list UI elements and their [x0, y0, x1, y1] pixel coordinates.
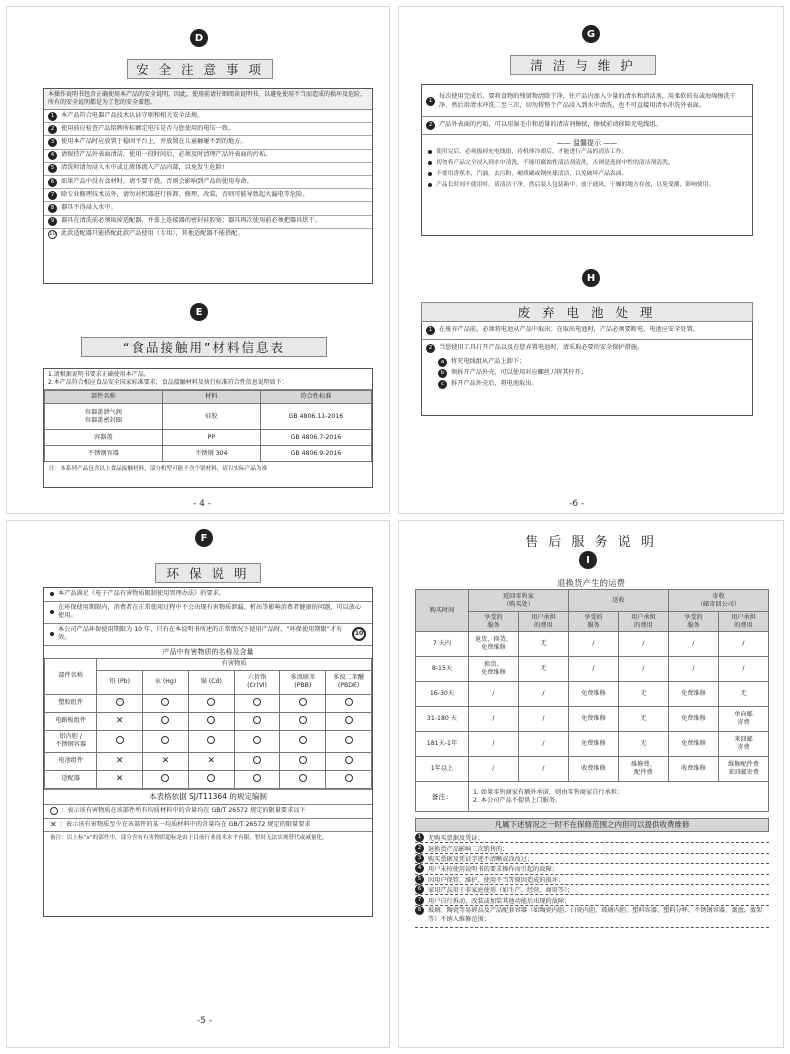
cell-value: 免费维修 — [568, 682, 618, 707]
part-name: 适配器 — [45, 770, 97, 788]
cell-compliant — [280, 752, 326, 770]
safety-box — [43, 88, 373, 284]
cell-value: 来回邮 寄费 — [718, 732, 768, 757]
cell-compliant — [188, 730, 234, 752]
cell-value: / — [518, 757, 568, 782]
page-number: - 4 - — [193, 499, 211, 509]
paid-repair-title: 凡属下述情况之一时不在保修范围之内但可以提供收费维修 — [415, 818, 769, 832]
purchase-period: 1年以上 — [416, 757, 469, 782]
cell-compliant — [143, 694, 189, 712]
cell-compliant — [280, 694, 326, 712]
cross-icon: ✕ — [115, 715, 124, 726]
env-item: 本公司产品环保使用期限为 10 年，只有在本说明书所述的正常情况下使用产品时，“环保使用期限”才有效。 10 — [44, 623, 372, 645]
table-row — [416, 632, 769, 657]
note-circle: ：表示该有害物质在该部件所有均质材料中的含量均在 GB/T 26572 规定的限量要求以下 — [44, 804, 372, 818]
paid-repair-list — [415, 833, 769, 928]
bullet-icon — [428, 150, 432, 154]
cell-compliant — [326, 712, 372, 730]
circle-icon — [345, 774, 353, 782]
cell-value: / — [668, 657, 718, 682]
col-hazard-group: 有害物质 — [97, 658, 372, 670]
number-icon: 1 — [415, 833, 424, 842]
remark-text: 1. 如果零售商家有额外承诺，则由零售商家自行承担； 2. 本公司产品不提供上门服务。 — [468, 782, 768, 812]
paid-repair-item: 5 因用户保管、维护、使用不当等原因造成的损坏； — [415, 875, 769, 885]
cell-value: 换货、 免费维修 — [468, 657, 518, 682]
col-enjoy: 享受的 服务 — [468, 612, 518, 632]
cell-compliant — [280, 730, 326, 752]
number-icon: 2 — [426, 121, 435, 130]
food-contact-note: 1.请根据说明书要求正确使用本产品。 2.本产品符合相应食品安全国家标准要求，食品接触材料及执行标准符合性信息说明如下： — [44, 369, 372, 390]
cell-value: 免费维修 — [568, 732, 618, 757]
safety-item: 9 器具在清洗前必须取掉适配器，并盖上连接器的密封硅胶塞；器具再次使用前必须把器具烘干。 — [44, 215, 372, 228]
col-material: 材料 — [162, 391, 260, 404]
cross-icon: ✕ — [115, 773, 124, 784]
table-row — [416, 682, 769, 707]
safety-item: 3 使用本产品时应放置于稳固平台上，并放置在儿童触碰不到的地方。 — [44, 135, 372, 148]
safety-item: 2 使用前应检查产品铭牌所标额定电压是否与您使用的电压一致。 — [44, 122, 372, 135]
page-6 — [398, 6, 784, 514]
hazard-footnote: 备注：以上标“x”的部件中，部分含有有害物质超标是由于目前行业技术水平有限，暂时无法实现替代或减量化。 — [44, 831, 372, 844]
environment-title: 环 保 说 明 — [155, 563, 261, 583]
number-icon: 1 — [426, 97, 435, 106]
table-row — [45, 752, 372, 770]
circle-icon — [253, 698, 261, 706]
circle-icon — [207, 716, 215, 724]
note-cross: ✕ ：表示该有害物质至少在该部件的某一均质材料中的含量均在 GB/T 26572 规定的限量要求 — [44, 818, 372, 832]
tip-item: 切勿将产品完全浸入到水中清洗，不能用腐蚀性清洁剂清洗，否则是选择中性的清洁剂清洗。 — [422, 159, 752, 167]
letter-icon: a — [438, 358, 447, 367]
col-deliver: 送收 — [568, 590, 668, 612]
table-basis: 本表格依据 SJ/T11364 的规定编制 — [44, 789, 372, 804]
cell-compliant — [188, 694, 234, 712]
circle-icon — [299, 698, 307, 706]
letter-icon: b — [438, 369, 447, 378]
cell-exceeds — [97, 770, 143, 788]
col-purchase-time: 购买时间 — [416, 590, 469, 632]
cell-value: 无 — [618, 732, 668, 757]
circle-icon — [253, 774, 261, 782]
number-icon: 3 — [48, 138, 57, 147]
battery-item: 1 在废弃产品前，必须将电池从产品中取出；在取出电池时，产品必须要断电，电池应安全处置。 — [422, 322, 752, 339]
circle-icon — [161, 736, 169, 744]
purchase-period: 31-180 天 — [416, 707, 469, 732]
paid-repair-item: 7 用户自行拆动、改装或加装其他功能后出现的故障； — [415, 895, 769, 905]
table-row — [416, 757, 769, 782]
cleaning-box — [421, 84, 753, 236]
cell-value: / — [518, 707, 568, 732]
battery-item: 2 当您使用工具打开产品以及在您弃置电池时，请采取必要的安全保护措施。 — [422, 339, 752, 357]
cell-value: 单向邮 寄费 — [718, 707, 768, 732]
env-item: 本产品满足《电子产品有害物质限制使用管理办法》的要求。 — [44, 588, 372, 601]
food-contact-footnote: 注：本系列产品包含以上食品接触材料，部分机型可能不含个别材料，请以实际产品为准 — [49, 466, 268, 472]
cell-compliant — [143, 730, 189, 752]
cell-compliant — [234, 752, 280, 770]
hazard-table-title: 产品中有害物质的名称及含量 — [44, 645, 372, 658]
circle-icon — [50, 807, 58, 815]
section-f-badge: F — [195, 529, 213, 547]
safety-item: 4 请保持产品外表面清洁，使用一段时间后，必须及时清理产品外表面的污垢。 — [44, 149, 372, 162]
bullet-icon — [50, 592, 54, 596]
cell-compliant — [280, 712, 326, 730]
col-part: 部件名称 — [45, 658, 97, 694]
cell-value: / — [468, 757, 518, 782]
cell-value: 无 — [718, 682, 768, 707]
bullet-icon — [50, 610, 54, 614]
circle-icon — [116, 736, 124, 744]
cell-compliant — [188, 770, 234, 788]
safety-item: 5 清洗时请勿浸入水中或让液体流入产品内部，以免发生危险! — [44, 162, 372, 175]
food-contact-table — [44, 390, 372, 462]
cell-part: 不锈钢容器 — [45, 446, 163, 462]
battery-box — [421, 322, 753, 416]
paid-repair-item: 6 家用产品用于非家庭使用（如生产、经营、商用等）； — [415, 885, 769, 895]
tips-title: —— 温馨提示 —— — [556, 139, 618, 148]
cross-icon: ✕ — [161, 755, 170, 766]
cell-value: / — [568, 632, 618, 657]
cell-value: / — [468, 682, 518, 707]
cell-value: 免费维修 — [668, 682, 718, 707]
cell-value: / — [618, 657, 668, 682]
cell-value: 免费维修 — [568, 707, 618, 732]
safety-item: 8 器具不得浸入水中。 — [44, 201, 372, 214]
circle-icon — [299, 774, 307, 782]
after-sales-title: 售 后 服 务 说 明 — [525, 535, 657, 550]
cell-material: PP — [162, 430, 260, 446]
paid-repair-item: 1 无购买票据及凭证； — [415, 833, 769, 843]
safety-list — [44, 110, 372, 241]
number-icon: 2 — [426, 344, 435, 353]
tips-list — [422, 148, 752, 189]
bullet-icon — [428, 161, 432, 165]
freight-subtitle: 退换货产生的运费 — [556, 579, 625, 589]
paid-repair-item: 8 玻璃、陶瓷等易碎品及产品配套容器（如陶瓷内胆、白瓷内胆、玻璃内胆、塑料容器、塑料分杯、不锈钢容器、蒸盘、蒸架等）不纳入维修范围； — [415, 906, 769, 928]
remark-label: 备注： — [416, 782, 469, 812]
circle-icon — [207, 774, 215, 782]
number-icon: 5 — [48, 164, 57, 173]
cell-value: / — [668, 632, 718, 657]
circle-icon — [345, 736, 353, 744]
col-bear: 用户承担 的费用 — [718, 612, 768, 632]
cell-exceeds — [97, 712, 143, 730]
safety-intro: 本操作说明书包含正确使用本产品的安全说明，因此，使用前请仔细阅读说明书，以避免使用不当而造成的损坏及危险，所有的安全说明都是为了您的安全着想。 — [44, 89, 372, 110]
cell-value: 免费维修 — [668, 732, 718, 757]
cell-value: 收费维修 — [568, 757, 618, 782]
bullet-icon — [428, 172, 432, 176]
circle-icon — [116, 698, 124, 706]
cell-value: / — [468, 732, 518, 757]
circle-icon — [253, 736, 261, 744]
cell-standard: GB 4806.11-2016 — [260, 404, 371, 430]
env-item: 在环保使用期限内，消费者在正常使用过程中不会出现有害物质泄漏、析出等影响消费者健康的问题，可以放心使用。 — [44, 601, 372, 623]
bullet-icon — [50, 632, 54, 636]
number-icon: 2 — [48, 125, 57, 134]
number-icon: 4 — [415, 864, 424, 873]
letter-icon: c — [438, 380, 447, 389]
cell-value: / — [518, 732, 568, 757]
safety-title: 安 全 注 意 事 项 — [127, 59, 273, 79]
cross-icon: ✕ — [207, 755, 216, 766]
table-row — [416, 732, 769, 757]
section-e-badge: E — [190, 303, 208, 321]
number-icon: 3 — [415, 854, 424, 863]
number-icon: 7 — [415, 896, 424, 905]
tip-item: 使用完后，必须拔掉充电线组，待机体冷却后，才能进行产品的清洁工作。 — [422, 148, 752, 156]
cell-value: / — [468, 707, 518, 732]
col-substance: 六价铬 (Cr(Ⅵ) — [234, 670, 280, 694]
cell-exceeds — [188, 752, 234, 770]
cell-compliant — [326, 752, 372, 770]
cell-exceeds — [97, 752, 143, 770]
cleaning-title: 清 洁 与 维 护 — [510, 55, 656, 75]
cell-value: 收费维修 — [668, 757, 718, 782]
cell-value: / — [568, 657, 618, 682]
cell-value: 维修配件费 来回邮寄费 — [718, 757, 768, 782]
circle-icon — [299, 756, 307, 764]
bullet-icon — [428, 183, 432, 187]
number-icon: 9 — [48, 217, 57, 226]
cell-value: / — [718, 632, 768, 657]
circle-icon — [299, 716, 307, 724]
part-name: 塑胶组件 — [45, 694, 97, 712]
cell-part: 容器盖泄气阀 容器盖密封圈 — [45, 404, 163, 430]
circle-icon — [161, 716, 169, 724]
environment-box — [43, 587, 373, 917]
paid-repair-item: 2 退换货产品影响二次销售的； — [415, 843, 769, 853]
col-substance: 铅 (Pb) — [97, 670, 143, 694]
battery-step: b 须拆开产品外壳，可以使用对应螺丝刀将其拧开； — [422, 368, 752, 379]
battery-step: c 拆开产品外壳后，将电池取出。 — [422, 379, 752, 390]
table-row — [45, 730, 372, 752]
safety-item: 1 本产品符合电器产品技术认证守则和相关安全法规。 — [44, 110, 372, 122]
cell-compliant — [326, 694, 372, 712]
col-substance: 多溴二苯醚 (PBDE) — [326, 670, 372, 694]
section-i-badge: I — [579, 551, 597, 569]
circle-icon — [345, 698, 353, 706]
cell-value: / — [718, 657, 768, 682]
cell-compliant — [234, 694, 280, 712]
cleaning-item: 1 每次使用完成后，要将食物的残留物清除干净，往产品内加入少量的清水和清洁剂，用柔软的布或海绵擦洗干净，然后用清水冲洗二至三次，切勿将整个产品浸入到水中清洗，也不可直接用清水冲洗外表面。 — [422, 85, 752, 116]
col-enjoy: 享受的 服务 — [668, 612, 718, 632]
cell-value: 无 — [618, 682, 668, 707]
cell-exceeds — [143, 752, 189, 770]
page-number: -5 - — [197, 1016, 213, 1026]
paid-repair-item: 4 用户未按使用说明书的要求操作而引起的故障； — [415, 864, 769, 874]
cross-icon: ✕ — [115, 755, 124, 766]
part-name: 电池组件 — [45, 752, 97, 770]
cross-icon: ✕ — [50, 819, 57, 829]
eco-period-icon: 10 — [352, 627, 366, 641]
food-contact-title: “食品接触用”材料信息表 — [81, 337, 327, 357]
cell-compliant — [188, 712, 234, 730]
col-bear: 用户承担 的费用 — [518, 612, 568, 632]
number-icon: 8 — [415, 906, 424, 915]
number-icon: 1 — [48, 112, 57, 121]
tips-block — [422, 134, 752, 189]
after-sales-page — [398, 520, 784, 1048]
cell-compliant — [234, 730, 280, 752]
battery-title: 废 弃 电 池 处 理 — [421, 302, 753, 322]
cell-value: 维修费、 配件费 — [618, 757, 668, 782]
table-row — [416, 707, 769, 732]
cell-value: 无 — [618, 707, 668, 732]
cell-compliant — [97, 730, 143, 752]
paid-repair-item: 3 购买票据及凭证字迹不清晰或涂改过； — [415, 854, 769, 864]
col-substance: 多溴联苯 (PBB) — [280, 670, 326, 694]
cleaning-item: 2 产品外表面的污垢，可以用湿毛巾和适量的清洁剂擦拭，擦拭前请移除充电线组。 — [422, 116, 752, 134]
col-substance: 汞 (Hg) — [143, 670, 189, 694]
circle-icon — [207, 698, 215, 706]
number-icon: 8 — [48, 204, 57, 213]
purchase-period: 181天-1年 — [416, 732, 469, 757]
cell-value: 无 — [518, 632, 568, 657]
freight-table — [415, 589, 769, 812]
cell-standard: GB 4806.9-2016 — [260, 446, 371, 462]
col-enjoy: 享受的 服务 — [568, 612, 618, 632]
number-icon: 2 — [415, 844, 424, 853]
safety-item: 6 如果产品中没有食材时，请不要干烧，否则会影响到产品的使用寿命。 — [44, 175, 372, 188]
table-row — [45, 770, 372, 788]
number-icon: 6 — [415, 885, 424, 894]
number-icon: 7 — [48, 191, 57, 200]
safety-item: 10 此款适配器只能搭配此款产品使用（专用），其他适配器不能搭配。 — [44, 228, 372, 241]
cell-compliant — [234, 712, 280, 730]
purchase-period: 16-30天 — [416, 682, 469, 707]
table-row — [45, 694, 372, 712]
part-name: 铝内胆 / 不锈钢容器 — [45, 730, 97, 752]
number-icon: 6 — [48, 178, 57, 187]
page-number: -6 - — [569, 499, 585, 509]
cell-standard: GB 4806.7-2016 — [260, 430, 371, 446]
circle-icon — [299, 736, 307, 744]
tip-item: 产品长时间不使用时，请清洁干净，然后装入包装箱中，放于通风，干燥的地方存放，以免受潮，影响使用。 — [422, 181, 752, 189]
tip-item: 不要用香蕉水，汽油，去污粉，硬质刷或钢丝球清洁，以免破坏产品表面。 — [422, 170, 752, 178]
page-4 — [6, 6, 390, 514]
battery-step: a 将充电线组从产品上卸下； — [422, 357, 752, 368]
circle-icon — [161, 698, 169, 706]
purchase-period: 7 天内 — [416, 632, 469, 657]
cell-part: 容器盖 — [45, 430, 163, 446]
table-row — [416, 657, 769, 682]
number-icon: 1 — [426, 326, 435, 335]
number-icon: 10 — [49, 231, 56, 238]
col-part: 部件名称 — [45, 391, 163, 404]
number-icon: 4 — [48, 151, 57, 160]
cell-compliant — [234, 770, 280, 788]
circle-icon — [345, 756, 353, 764]
circle-icon — [253, 716, 261, 724]
section-h-badge: H — [582, 269, 600, 287]
cell-compliant — [280, 770, 326, 788]
cell-material: 不锈钢 304 — [162, 446, 260, 462]
table-row — [45, 712, 372, 730]
cell-material: 硅胶 — [162, 404, 260, 430]
cell-compliant — [143, 770, 189, 788]
cell-value: 免费维修 — [668, 707, 718, 732]
col-standard: 符合性标准 — [260, 391, 371, 404]
food-contact-box — [43, 368, 373, 488]
circle-icon — [207, 736, 215, 744]
col-return-retailer: 返回零售家 （购买处） — [468, 590, 568, 612]
safety-item: 7 除专业修理技术员外，请勿对机器进行拆卸、修理、改装，否则可能导致起火漏电等危险。 — [44, 188, 372, 201]
freight-table-wrap — [415, 589, 769, 812]
cell-value: / — [518, 682, 568, 707]
circle-icon — [345, 716, 353, 724]
cell-compliant — [97, 694, 143, 712]
cell-compliant — [326, 770, 372, 788]
page-5 — [6, 520, 390, 1048]
cell-value: 无 — [518, 657, 568, 682]
circle-icon — [161, 774, 169, 782]
col-substance: 镉 (Cd) — [188, 670, 234, 694]
number-icon: 5 — [415, 875, 424, 884]
col-bear: 用户承担 的费用 — [618, 612, 668, 632]
cell-value: / — [618, 632, 668, 657]
cell-value: 退货、换货、 免费维修 — [468, 632, 518, 657]
part-name: 电路板组件 — [45, 712, 97, 730]
section-d-badge: D — [190, 29, 208, 47]
circle-icon — [253, 756, 261, 764]
col-mail: 寄收 （邮寄回公司） — [668, 590, 768, 612]
cell-compliant — [143, 712, 189, 730]
hazard-table — [44, 658, 372, 789]
cell-compliant — [326, 730, 372, 752]
purchase-period: 8-15天 — [416, 657, 469, 682]
section-g-badge: G — [582, 25, 600, 43]
